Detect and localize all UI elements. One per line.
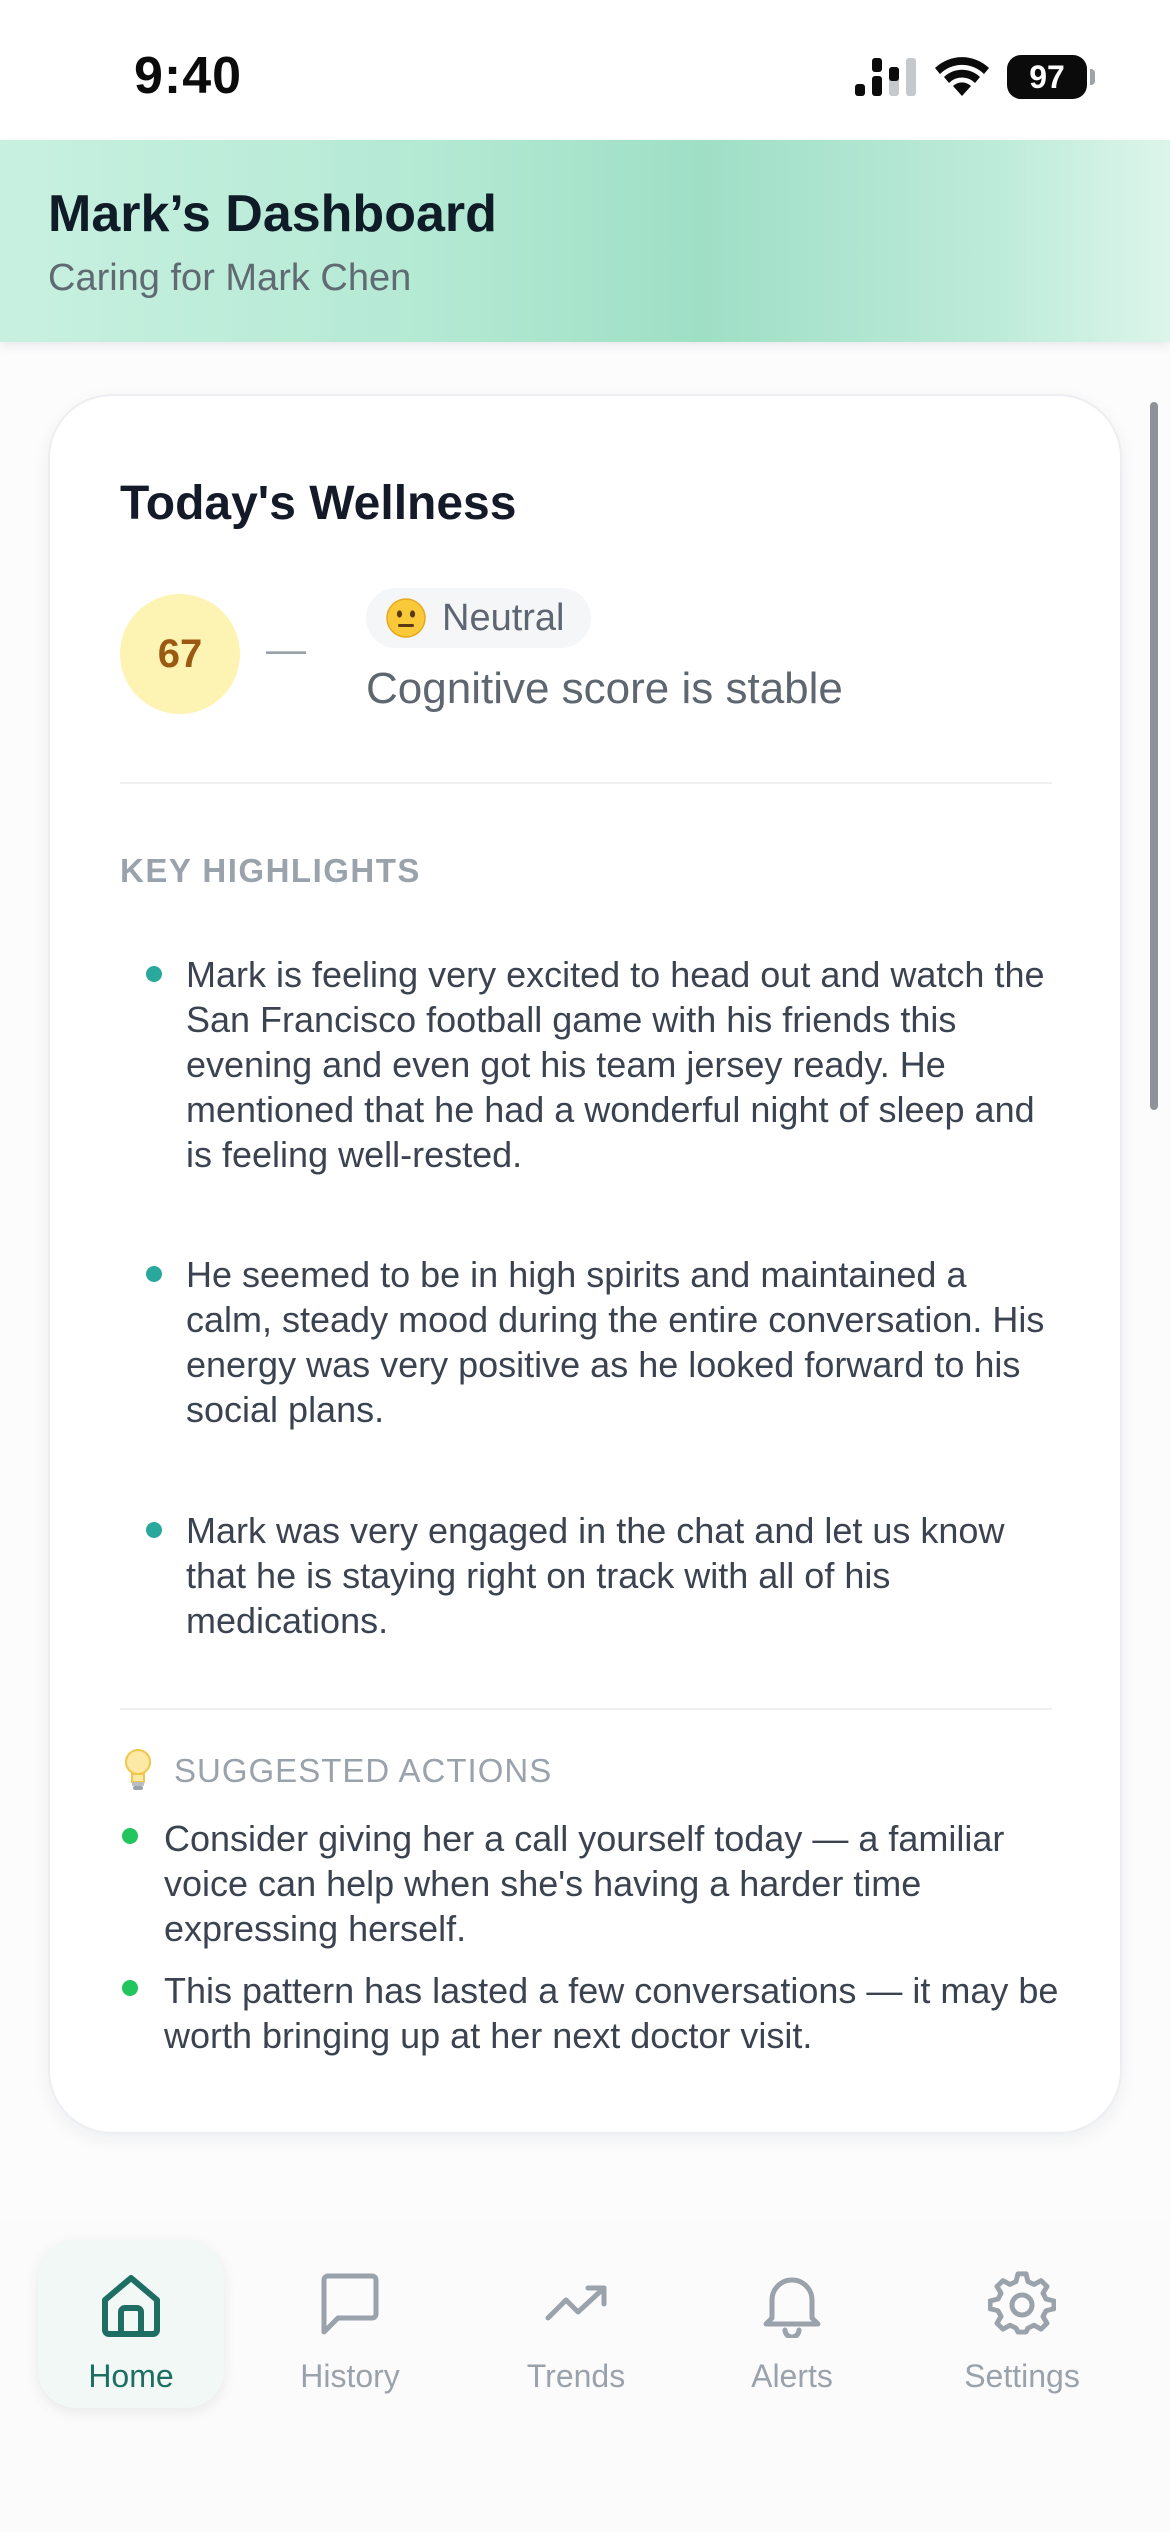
gear-icon — [988, 2270, 1056, 2338]
bullet-dot — [146, 966, 162, 982]
home-icon — [97, 2270, 165, 2338]
neutral-face-emoji — [386, 598, 426, 638]
page-title: Mark’s Dashboard — [48, 185, 497, 243]
nav-label: History — [300, 2358, 400, 2394]
nav-label: Home — [88, 2358, 174, 2394]
card-title: Today's Wellness — [120, 477, 517, 530]
status-time: 9:40 — [134, 47, 243, 105]
nav-item-settings[interactable] — [932, 2240, 1112, 2408]
dashboard-header — [0, 140, 1170, 342]
lightbulb-icon — [122, 1748, 154, 1792]
bullet-dot — [146, 1266, 162, 1282]
battery-percent: 97 — [1029, 59, 1065, 95]
chat-bubble-icon — [316, 2270, 384, 2338]
highlight-item: Mark is feeling very excited to head out and watch the San Francisco football game with his friends this evening and even got his team jersey ready. He mentioned that he had a wonderful night of sleep and is feeling well-rested. — [186, 954, 1045, 1175]
score-description: Cognitive score is stable — [366, 664, 843, 713]
nav-item-alerts[interactable] — [702, 2240, 882, 2408]
page-subtitle: Caring for Mark Chen — [48, 257, 412, 299]
mood-badge — [366, 588, 591, 648]
battery-icon — [1007, 55, 1095, 99]
nav-item-home[interactable] — [38, 2240, 224, 2408]
bullet-dot — [146, 1522, 162, 1538]
mood-label: Neutral — [442, 596, 565, 639]
bottom-nav — [0, 2222, 1170, 2532]
scrollbar[interactable] — [1150, 402, 1158, 1110]
bullet-dot — [122, 1980, 138, 1996]
nav-item-trends[interactable] — [486, 2240, 666, 2408]
suggested-actions-label: SUGGESTED ACTIONS — [174, 1752, 553, 1789]
divider — [120, 782, 1052, 784]
wellness-card — [48, 394, 1122, 2134]
highlight-item: He seemed to be in high spirits and maintained a calm, steady mood during the entire conversation. His energy was very positive as he looked forward to his social plans. — [186, 1254, 1045, 1430]
action-item: This pattern has lasted a few conversations — it may be worth bringing up at her next doctor visit. — [164, 1970, 1059, 2056]
trending-up-icon — [542, 2270, 610, 2338]
nav-label: Alerts — [751, 2358, 833, 2394]
divider — [120, 1708, 1052, 1710]
nav-item-history[interactable] — [260, 2240, 440, 2408]
highlight-item: Mark was very engaged in the chat and let us know that he is staying right on track with all of his medications. — [186, 1510, 1005, 1641]
cellular-signal-icon — [855, 58, 917, 98]
nav-label: Settings — [964, 2358, 1080, 2394]
score-value: 67 — [157, 632, 203, 676]
score-badge — [120, 594, 240, 714]
bullet-dot — [122, 1828, 138, 1844]
bell-icon — [758, 2270, 826, 2338]
action-item: Consider giving her a call yourself today — a familiar voice can help when she's having a harder time expressing herself. — [164, 1818, 1005, 1949]
score-trend: — — [266, 628, 306, 672]
key-highlights-label: KEY HIGHLIGHTS — [120, 852, 421, 889]
nav-label: Trends — [526, 2358, 626, 2394]
wifi-icon — [934, 56, 990, 98]
status-bar — [0, 0, 1170, 140]
